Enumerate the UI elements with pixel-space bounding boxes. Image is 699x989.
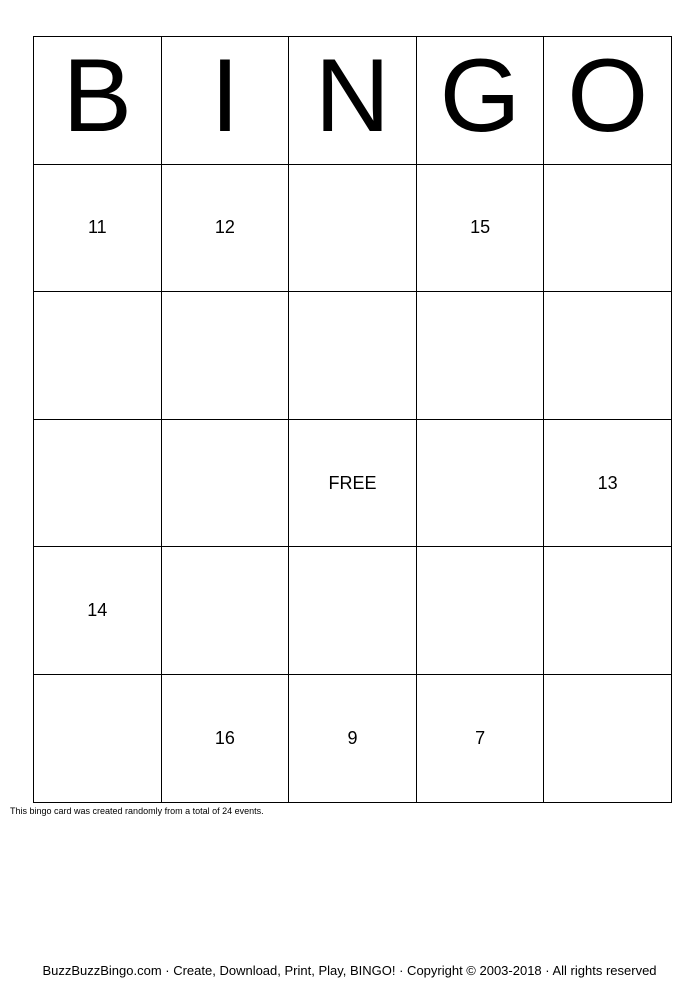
bingo-cell — [161, 547, 289, 675]
bingo-card — [33, 36, 672, 803]
bingo-cell — [544, 164, 672, 292]
header-letter-o — [544, 37, 672, 165]
bingo-cell — [544, 674, 672, 802]
header-letter-b — [34, 37, 162, 165]
card-generation-note: This bingo card was created randomly from a total of 24 events. — [10, 806, 264, 816]
header-letter-text: I — [210, 38, 240, 155]
bingo-row-4 — [34, 547, 672, 675]
bingo-row-5 — [34, 674, 672, 802]
bingo-cell: 11 — [34, 164, 162, 292]
bingo-cell: 13 — [544, 419, 672, 547]
bingo-cell — [161, 292, 289, 420]
header-letter-i — [161, 37, 289, 165]
bingo-cell — [289, 164, 417, 292]
bingo-row-1 — [34, 164, 672, 292]
header-letter-n — [289, 37, 417, 165]
bingo-cell — [34, 674, 162, 802]
header-letter-g — [416, 37, 544, 165]
bingo-cell: 12 — [161, 164, 289, 292]
bingo-row-2 — [34, 292, 672, 420]
bingo-header-row — [34, 37, 672, 165]
bingo-cell: 15 — [416, 164, 544, 292]
bingo-cell — [34, 419, 162, 547]
bingo-cell — [289, 547, 417, 675]
bingo-cell — [34, 292, 162, 420]
bingo-cell: 16 — [161, 674, 289, 802]
bingo-cell: 7 — [416, 674, 544, 802]
bingo-cell — [544, 292, 672, 420]
header-letter-text: N — [314, 38, 391, 155]
free-space-cell: FREE — [289, 419, 417, 547]
bingo-cell — [416, 547, 544, 675]
bingo-cell — [161, 419, 289, 547]
page-footer: BuzzBuzzBingo.com · Create, Download, Print, Play, BINGO! · Copyright © 2003-2018 · All rights reserved — [42, 963, 657, 978]
header-letter-text: G — [439, 38, 521, 155]
bingo-row-3 — [34, 419, 672, 547]
bingo-cell: 9 — [289, 674, 417, 802]
header-letter-text: B — [62, 38, 132, 155]
bingo-cell — [416, 292, 544, 420]
bingo-cell — [544, 547, 672, 675]
bingo-cell: 14 — [34, 547, 162, 675]
bingo-cell — [289, 292, 417, 420]
bingo-cell — [416, 419, 544, 547]
header-letter-text: O — [567, 38, 649, 155]
